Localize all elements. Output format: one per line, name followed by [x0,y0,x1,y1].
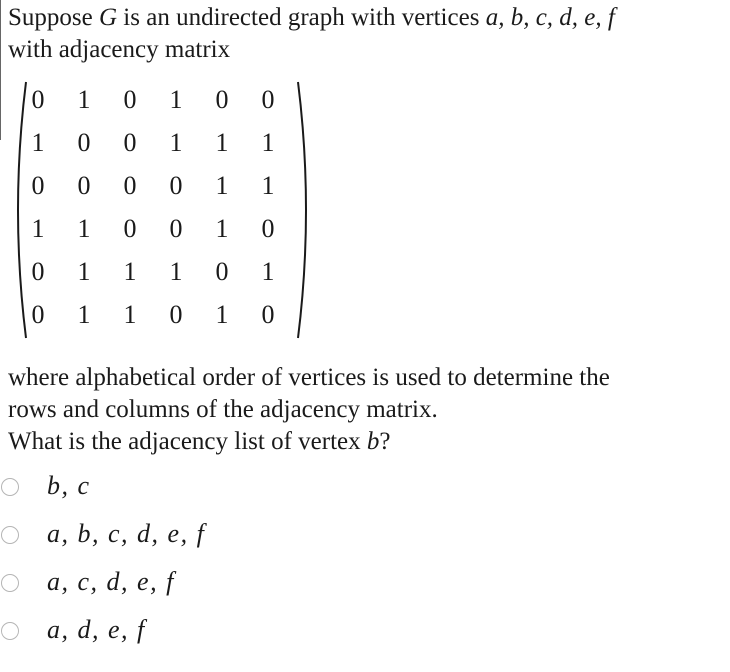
matrix-cell: 1 [77,214,91,243]
matrix-cell: 0 [77,171,91,200]
answer-option-3[interactable] [0,567,400,600]
matrix-cell: 0 [31,85,45,114]
prompt-suffix: ? [379,428,391,455]
matrix-cell: 1 [169,128,183,157]
matrix-cell: 0 [31,300,45,329]
matrix-cell: 1 [215,128,229,157]
matrix-cell: 1 [77,300,91,329]
option-label[interactable]: a, d, e, f [47,615,146,644]
matrix-cell: 1 [215,300,229,329]
matrix-cell: 0 [261,85,275,114]
matrix-cell: 0 [123,171,137,200]
answer-option-2[interactable] [0,519,400,552]
explanation-line-1: where alphabetical order of vertices is used to determine the [8,364,610,391]
matrix-cell: 0 [169,214,183,243]
matrix-cell: 0 [215,257,229,286]
matrix-cell: 1 [215,171,229,200]
matrix-cell: 0 [123,214,137,243]
matrix-cell: 1 [169,85,183,114]
matrix-cell: 1 [261,171,275,200]
prompt-vertex: b [366,428,380,455]
matrix-cell: 1 [169,257,183,286]
matrix-cell: 1 [31,214,45,243]
matrix-cell: 0 [77,128,91,157]
question-intro-suffix: with adjacency matrix [8,36,231,63]
matrix-cell: 1 [215,214,229,243]
matrix-cell: 0 [31,171,45,200]
option-label[interactable]: a, b, c, d, e, f [47,519,206,548]
matrix-cell: 1 [77,85,91,114]
explanation-line-2: rows and columns of the adjacency matrix. [8,396,438,423]
prompt-prefix: What is the adjacency list of vertex [8,428,367,455]
left-border-line [0,0,1,140]
graph-symbol: G [98,4,118,31]
option-label[interactable]: a, c, d, e, f [47,567,175,596]
explanation-text [8,362,723,458]
matrix-cell: 1 [261,128,275,157]
vertex-list: a, b, c, d, e, f [485,4,615,31]
question-intro-middle: is an undirected graph with vertices [117,4,486,31]
radio-button[interactable] [1,574,19,592]
radio-button[interactable] [1,478,19,496]
question-text [8,2,723,66]
right-paren [298,82,306,338]
matrix-cell: 0 [123,85,137,114]
matrix-cell: 0 [261,214,275,243]
radio-button[interactable] [1,526,19,544]
matrix-cell: 0 [123,128,137,157]
matrix-cell: 0 [169,171,183,200]
answer-option-1[interactable] [0,471,400,504]
option-label[interactable]: b, c [47,471,91,500]
radio-button[interactable] [1,622,19,640]
matrix-cell: 1 [123,257,137,286]
matrix-cell: 1 [261,257,275,286]
matrix-cell: 0 [169,300,183,329]
matrix-cell: 0 [261,300,275,329]
matrix-cell: 0 [215,85,229,114]
matrix-cell: 1 [31,128,45,157]
matrix-cell: 1 [77,257,91,286]
question-intro-prefix: Suppose [8,4,99,31]
matrix-cell: 1 [123,300,137,329]
answer-option-4[interactable] [0,615,400,648]
adjacency-matrix [8,80,320,340]
matrix-cell: 0 [31,257,45,286]
